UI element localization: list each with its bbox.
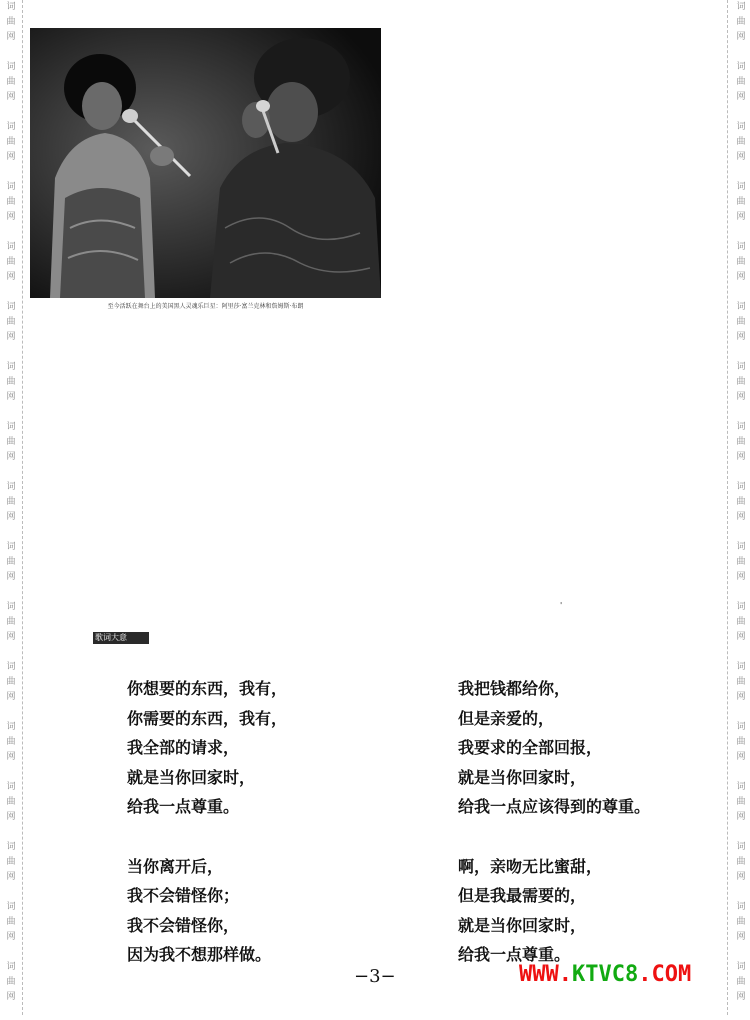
watermark-char: 曲: [6, 797, 16, 807]
watermark-char: 曲: [736, 137, 746, 147]
watermark-char: 词: [736, 962, 746, 972]
watermark-char: 曲: [6, 977, 16, 987]
site-url-suffix: .COM: [638, 962, 692, 987]
watermark-block: [736, 600, 745, 660]
watermark-char: 网: [6, 152, 16, 162]
watermark-char: 词: [6, 422, 16, 432]
watermark-char: 词: [736, 422, 746, 432]
watermark-char: 曲: [6, 737, 16, 747]
watermark-block: [6, 600, 15, 660]
watermark-char: 词: [6, 2, 16, 12]
watermark-block: [736, 300, 745, 360]
lyric-line: 你想要的东西，我有，: [127, 679, 288, 698]
watermark-char: 网: [736, 872, 746, 882]
watermark-block: [6, 240, 15, 300]
watermark-char: 词: [6, 62, 16, 72]
lyric-line: 我要求的全部回报，: [458, 738, 603, 757]
watermark-char: 曲: [6, 917, 16, 927]
watermark-char: 网: [736, 752, 746, 762]
watermark-char: 网: [736, 812, 746, 822]
watermark-char: 词: [6, 962, 16, 972]
site-url-domain: KTVC8: [571, 962, 639, 987]
lyrics-right-column: [458, 674, 738, 970]
watermark-block: [6, 960, 15, 1020]
watermark-char: 词: [736, 722, 746, 732]
watermark-block: [6, 780, 15, 840]
watermark-char: 网: [736, 992, 746, 1002]
watermark-char: 网: [6, 812, 16, 822]
watermark-char: 词: [6, 782, 16, 792]
watermark-char: 网: [736, 212, 746, 222]
watermark-char: 网: [6, 32, 16, 42]
watermark-char: 词: [6, 362, 16, 372]
site-url-watermark: [519, 962, 691, 987]
watermark-char: 词: [736, 62, 746, 72]
watermark-char: 词: [736, 482, 746, 492]
site-url-prefix: WWW.: [519, 962, 572, 987]
watermark-block: [6, 840, 15, 900]
watermark-char: 曲: [6, 17, 16, 27]
watermark-char: 词: [736, 902, 746, 912]
watermark-char: 网: [6, 392, 16, 402]
watermark-block: [6, 60, 15, 120]
watermark-char: 词: [6, 662, 16, 672]
lyrics-left-column: [127, 674, 407, 970]
watermark-char: 网: [6, 332, 16, 342]
watermark-char: 曲: [6, 77, 16, 87]
watermark-char: 网: [6, 932, 16, 942]
watermark-char: 曲: [736, 617, 746, 627]
watermark-char: 词: [736, 302, 746, 312]
watermark-char: 词: [6, 242, 16, 252]
watermark-block: [6, 180, 15, 240]
watermark-char: 网: [6, 272, 16, 282]
watermark-block: [6, 900, 15, 960]
watermark-char: 词: [6, 902, 16, 912]
watermark-char: 网: [736, 512, 746, 522]
watermark-block: [736, 180, 745, 240]
lyric-line: 就是当你回家时，: [127, 767, 256, 787]
watermark-block: [736, 0, 745, 60]
watermark-char: 曲: [736, 257, 746, 267]
watermark-block: [736, 240, 745, 300]
lyric-line: 就是当你回家时，: [458, 915, 587, 935]
watermark-block: [6, 0, 15, 60]
watermark-char: 曲: [736, 977, 746, 987]
watermark-char: 网: [736, 572, 746, 582]
section-label: 歌词大意: [93, 632, 149, 644]
lyric-line: 我全部的请求，: [127, 738, 240, 757]
watermark-char: 曲: [736, 677, 746, 687]
watermark-char: 网: [736, 332, 746, 342]
watermark-char: 词: [736, 242, 746, 252]
watermark-char: 曲: [736, 77, 746, 87]
watermark-block: [6, 540, 15, 600]
watermark-char: 曲: [6, 677, 16, 687]
watermark-char: 词: [6, 602, 16, 612]
watermark-char: 网: [736, 632, 746, 642]
lyric-line: 但是我最需要的，: [458, 886, 587, 905]
watermark-char: 词: [6, 182, 16, 192]
watermark-char: 网: [736, 152, 746, 162]
watermark-char: 曲: [6, 137, 16, 147]
watermark-char: 曲: [6, 317, 16, 327]
watermark-char: 词: [6, 482, 16, 492]
watermark-block: [736, 120, 745, 180]
watermark-char: 词: [736, 602, 746, 612]
watermark-char: 曲: [6, 857, 16, 867]
watermark-block: [736, 540, 745, 600]
watermark-char: 网: [736, 392, 746, 402]
concert-photo: [30, 28, 381, 298]
watermark-char: 词: [736, 182, 746, 192]
watermark-char: 词: [736, 662, 746, 672]
watermark-char: 网: [6, 692, 16, 702]
watermark-block: [6, 360, 15, 420]
watermark-char: 曲: [736, 17, 746, 27]
watermark-char: 网: [736, 932, 746, 942]
watermark-char: 曲: [736, 437, 746, 447]
lyric-line: 啊，亲吻无比蜜甜，: [458, 856, 603, 876]
watermark-char: 曲: [736, 737, 746, 747]
watermark-block: [6, 660, 15, 720]
lyric-line: 因为我不想那样做。: [127, 945, 272, 964]
lyric-line: 我把钱都给你，: [458, 679, 571, 698]
left-watermark-strip: [2, 0, 20, 1015]
watermark-char: 曲: [736, 497, 746, 507]
stanza-gap: [458, 822, 738, 852]
watermark-char: 网: [6, 572, 16, 582]
watermark-char: 曲: [736, 797, 746, 807]
concert-photo-illustration: [30, 28, 381, 298]
watermark-block: [736, 480, 745, 540]
lyric-line: 给我一点尊重。: [458, 945, 571, 964]
watermark-char: 曲: [736, 317, 746, 327]
watermark-char: 网: [736, 692, 746, 702]
watermark-char: 网: [736, 272, 746, 282]
watermark-char: 曲: [6, 377, 16, 387]
watermark-char: 词: [736, 782, 746, 792]
lyric-line: 你需要的东西，我有，: [127, 708, 288, 728]
watermark-char: 网: [6, 92, 16, 102]
watermark-char: 词: [736, 842, 746, 852]
watermark-char: 曲: [736, 557, 746, 567]
watermark-char: 词: [6, 302, 16, 312]
watermark-char: 网: [6, 452, 16, 462]
stray-mark: ': [560, 601, 563, 610]
watermark-char: 网: [736, 452, 746, 462]
lyric-line: 我不会错怪你；: [127, 886, 240, 905]
watermark-char: 曲: [736, 857, 746, 867]
photo-caption: 至今活跃在舞台上的美国黑人灵魂乐巨星：阿里莎·富兰克林和詹姆斯·布朗: [107, 303, 304, 310]
watermark-char: 词: [6, 722, 16, 732]
watermark-char: 曲: [6, 437, 16, 447]
watermark-char: 曲: [736, 377, 746, 387]
watermark-char: 网: [6, 512, 16, 522]
watermark-char: 曲: [6, 197, 16, 207]
watermark-char: 网: [6, 992, 16, 1002]
left-dashed-border: [22, 0, 23, 1015]
lyric-line: 我不会错怪你，: [127, 915, 240, 935]
watermark-char: 曲: [6, 617, 16, 627]
watermark-block: [6, 480, 15, 540]
watermark-char: 词: [6, 542, 16, 552]
watermark-char: 网: [6, 752, 16, 762]
watermark-char: 词: [6, 842, 16, 852]
watermark-char: 网: [736, 32, 746, 42]
watermark-char: 词: [736, 2, 746, 12]
watermark-block: [6, 720, 15, 780]
watermark-char: 曲: [736, 917, 746, 927]
lyric-line: 但是亲爱的，: [458, 708, 555, 728]
watermark-char: 网: [736, 92, 746, 102]
page-number: −3−: [354, 966, 396, 987]
watermark-block: [736, 420, 745, 480]
watermark-char: 网: [6, 632, 16, 642]
watermark-char: 曲: [736, 197, 746, 207]
watermark-char: 曲: [6, 257, 16, 267]
lyric-line: 当你离开后，: [127, 856, 224, 876]
lyric-line: 给我一点应该得到的尊重。: [458, 797, 651, 816]
watermark-char: 曲: [6, 557, 16, 567]
watermark-block: [736, 60, 745, 120]
watermark-char: 词: [736, 122, 746, 132]
watermark-block: [6, 300, 15, 360]
watermark-block: [6, 420, 15, 480]
watermark-char: 曲: [6, 497, 16, 507]
watermark-char: 词: [6, 122, 16, 132]
watermark-char: 词: [736, 362, 746, 372]
watermark-char: 网: [6, 212, 16, 222]
watermark-char: 词: [736, 542, 746, 552]
lyric-line: 就是当你回家时，: [458, 767, 587, 787]
stanza-gap: [127, 822, 407, 852]
watermark-char: 网: [6, 872, 16, 882]
watermark-block: [736, 360, 745, 420]
lyric-line: 给我一点尊重。: [127, 797, 240, 816]
watermark-block: [6, 120, 15, 180]
